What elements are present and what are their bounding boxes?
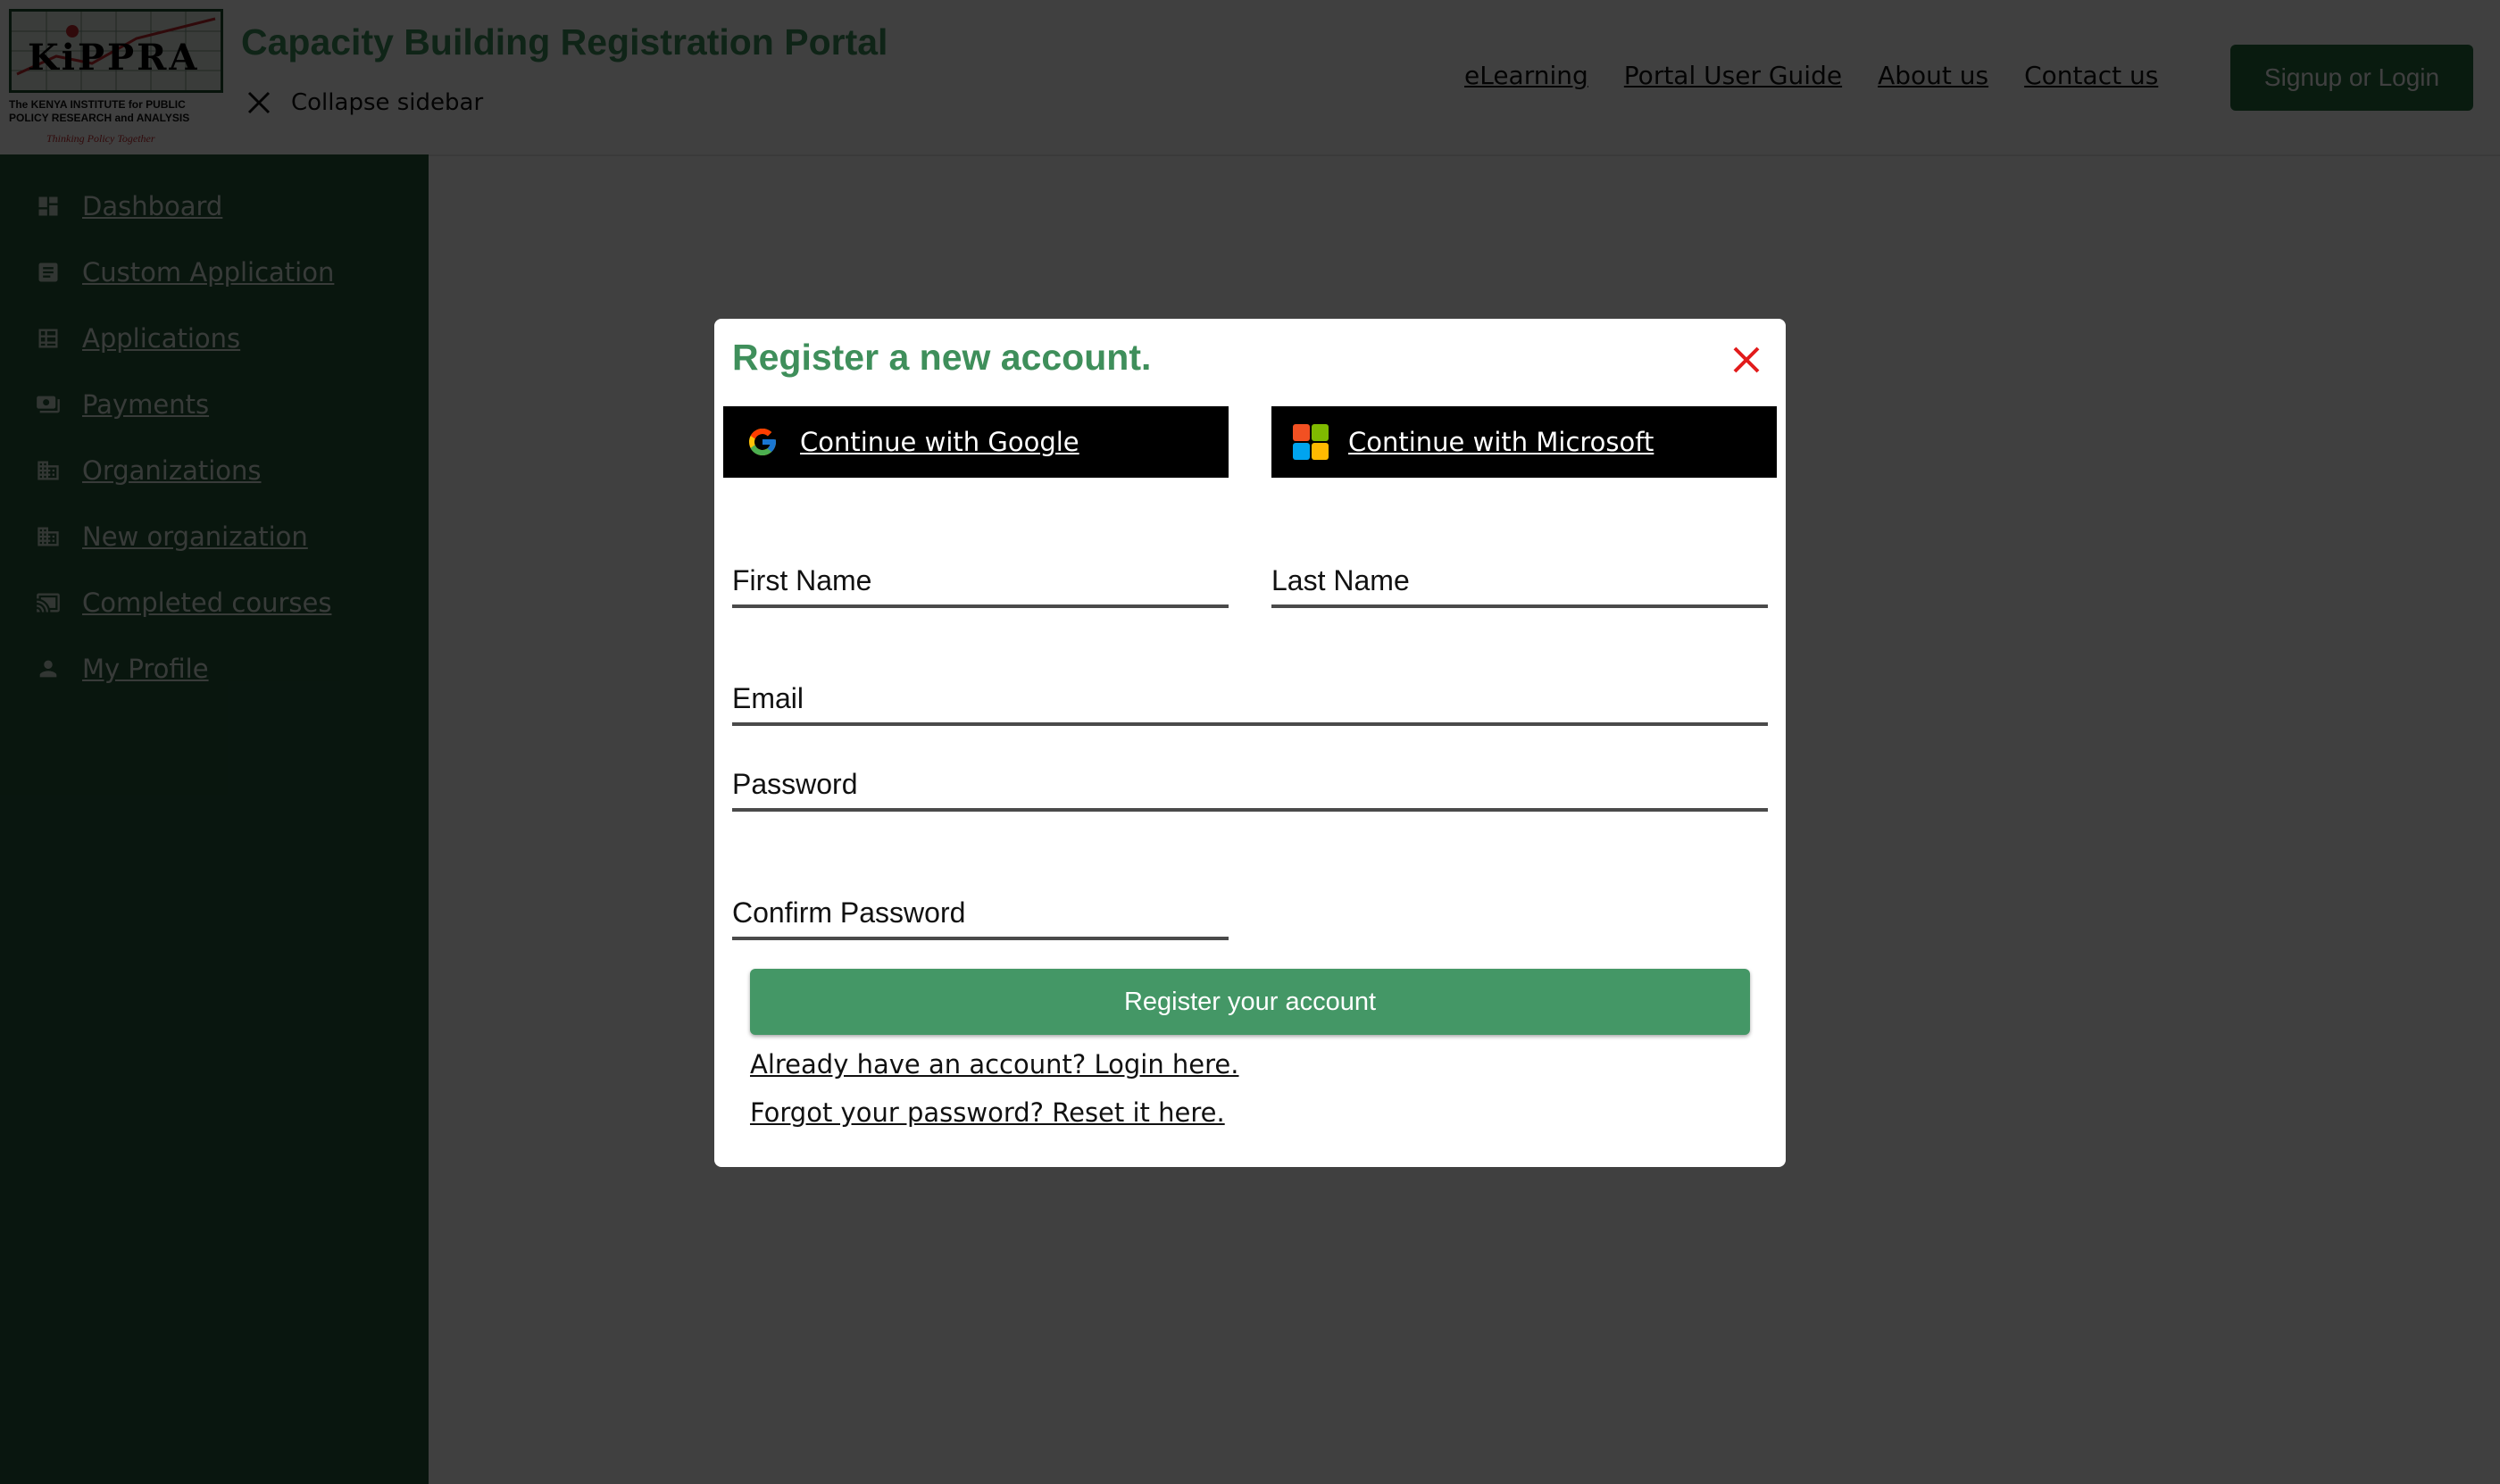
register-modal bbox=[714, 319, 1786, 1167]
confirm-password-field[interactable] bbox=[732, 874, 1229, 940]
register-account-button[interactable]: Register your account bbox=[750, 969, 1750, 1035]
password-field[interactable] bbox=[732, 746, 1768, 812]
email-label: Email bbox=[732, 682, 804, 714]
microsoft-button-label: Continue with Microsoft bbox=[1348, 427, 1654, 457]
close-modal-icon[interactable] bbox=[1730, 344, 1762, 376]
confirm-password-label: Confirm Password bbox=[732, 896, 966, 929]
email-input[interactable] bbox=[732, 660, 1771, 724]
confirm-password-input[interactable] bbox=[732, 874, 1232, 938]
login-link[interactable]: Already have an account? Login here. bbox=[750, 1049, 1239, 1080]
continue-with-google-button[interactable] bbox=[723, 406, 1229, 478]
first-name-field[interactable] bbox=[732, 542, 1229, 608]
google-icon bbox=[745, 424, 780, 460]
microsoft-icon bbox=[1293, 424, 1329, 460]
modal-title: Register a new account. bbox=[732, 337, 1152, 378]
email-field[interactable] bbox=[732, 660, 1768, 726]
google-button-label: Continue with Google bbox=[800, 427, 1079, 457]
reset-password-link[interactable]: Forgot your password? Reset it here. bbox=[750, 1097, 1225, 1128]
first-name-label: First Name bbox=[732, 564, 872, 596]
password-input[interactable] bbox=[732, 746, 1771, 810]
continue-with-microsoft-button[interactable] bbox=[1271, 406, 1777, 478]
last-name-field[interactable] bbox=[1271, 542, 1768, 608]
first-name-input[interactable] bbox=[732, 542, 1232, 606]
last-name-input[interactable] bbox=[1271, 542, 1771, 606]
last-name-label: Last Name bbox=[1271, 564, 1410, 596]
password-label: Password bbox=[732, 768, 858, 800]
